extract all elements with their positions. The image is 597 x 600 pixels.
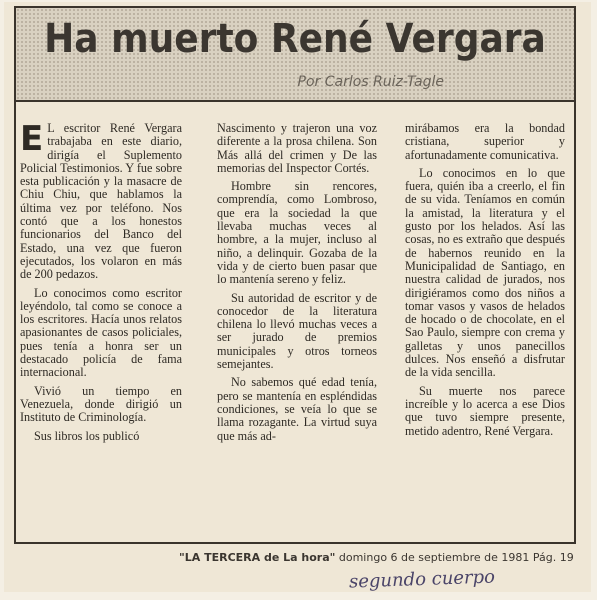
dateline: domingo 6 de septiembre de 1981 Pág. 19 (338, 551, 574, 564)
paragraph: Su muerte nos parece increíble y lo acerca a ese Dios que tuvo siempre presente, metido adentro, René Vergara. (405, 383, 565, 438)
article-column-1 (20, 119, 182, 448)
frame-rule-right (574, 102, 576, 542)
paragraph: No sabemos qué edad tenía, pero se mantenía en espléndidas condiciones, se veía lo que se llama rozagante. La virtud suya que más ad- (217, 375, 377, 443)
article-column-2 (217, 122, 377, 448)
frame-rule-bottom (14, 542, 576, 544)
headline-box (14, 6, 576, 102)
byline: Por Carlos Ruiz-Tagle (297, 74, 444, 90)
newspaper-name: "LA TERCERA de La hora" (179, 551, 336, 564)
article-column-3 (405, 122, 565, 443)
headline: Ha muerto René Vergara (44, 16, 546, 62)
paragraph: Lo conocimos en lo que fuera, quién iba a creerlo, el fin de su vida. Teníamos en común la amistad, la literatura y el gusto por los helados. Así las cosas, no es extraño que después de habernos reunido en la Municipalidad de Santiago, en nuestra calidad de jurados, nos dirigiéramos como dos niños a tomar vasos y vasos de helados de hocado o de chocolate, en el Sao Paulo, siempre con crema y galletas y unos panecillos dulces. Nos enseñó a disfrutar de la vida sencilla. (405, 165, 565, 380)
paragraph: Lo conocimos como escritor leyéndolo, tal como se conoce a los escritores. Hacía unos relatos apasionantes de casos policiales, pues tenía a honra ser un destacado policía de fama internacional. (20, 285, 182, 380)
paragraph: Su autoridad de escritor y de conocedor de la literatura chilena lo llevó muchas veces a ser jurado de premios municipales y otros torneos semejantes. (217, 290, 377, 372)
paragraph: Sus libros los publicó (34, 428, 140, 443)
frame-rule-left (14, 102, 16, 542)
paragraph: Nascimento y trajeron una voz diferente a la prosa chilena. Son Más allá del crimen y De las memorias del Inspector Cortés. (217, 121, 377, 175)
paragraph: E L escritor René Vergara trabajaba en este diario, dirigía el Suplemento Policial Testimonios. Y fue sobre esta publicación y la masacre de Chiu Chiu, que hablamos la última vez por teléfono. Nos contó que a los honestos funcionarios del Banco del Estado, una vez que fueron ejecutados, los volaron en más de 200 pedazos. (20, 119, 182, 282)
paragraph: Vivió un tiempo en Venezuela, donde dirigió un Instituto de Criminología. (20, 383, 182, 425)
paragraph: Hombre sin rencores, comprendía, como Lombroso, que era la sociedad la que llevaba muchas veces al hombre, a la mujer, incluso al niño, a delinquir. Gozaba de la vida y de cierto buen pasar que lo mantenía sereno y feliz. (217, 179, 377, 287)
source-line (179, 551, 574, 564)
newspaper-clipping (4, 2, 591, 592)
drop-cap: E (20, 119, 44, 159)
handwritten-note: segundo cuerpo (348, 566, 496, 593)
paragraph: mirábamos era la bondad cristiana, superior y afortunadamente comunicativa. (405, 121, 565, 162)
